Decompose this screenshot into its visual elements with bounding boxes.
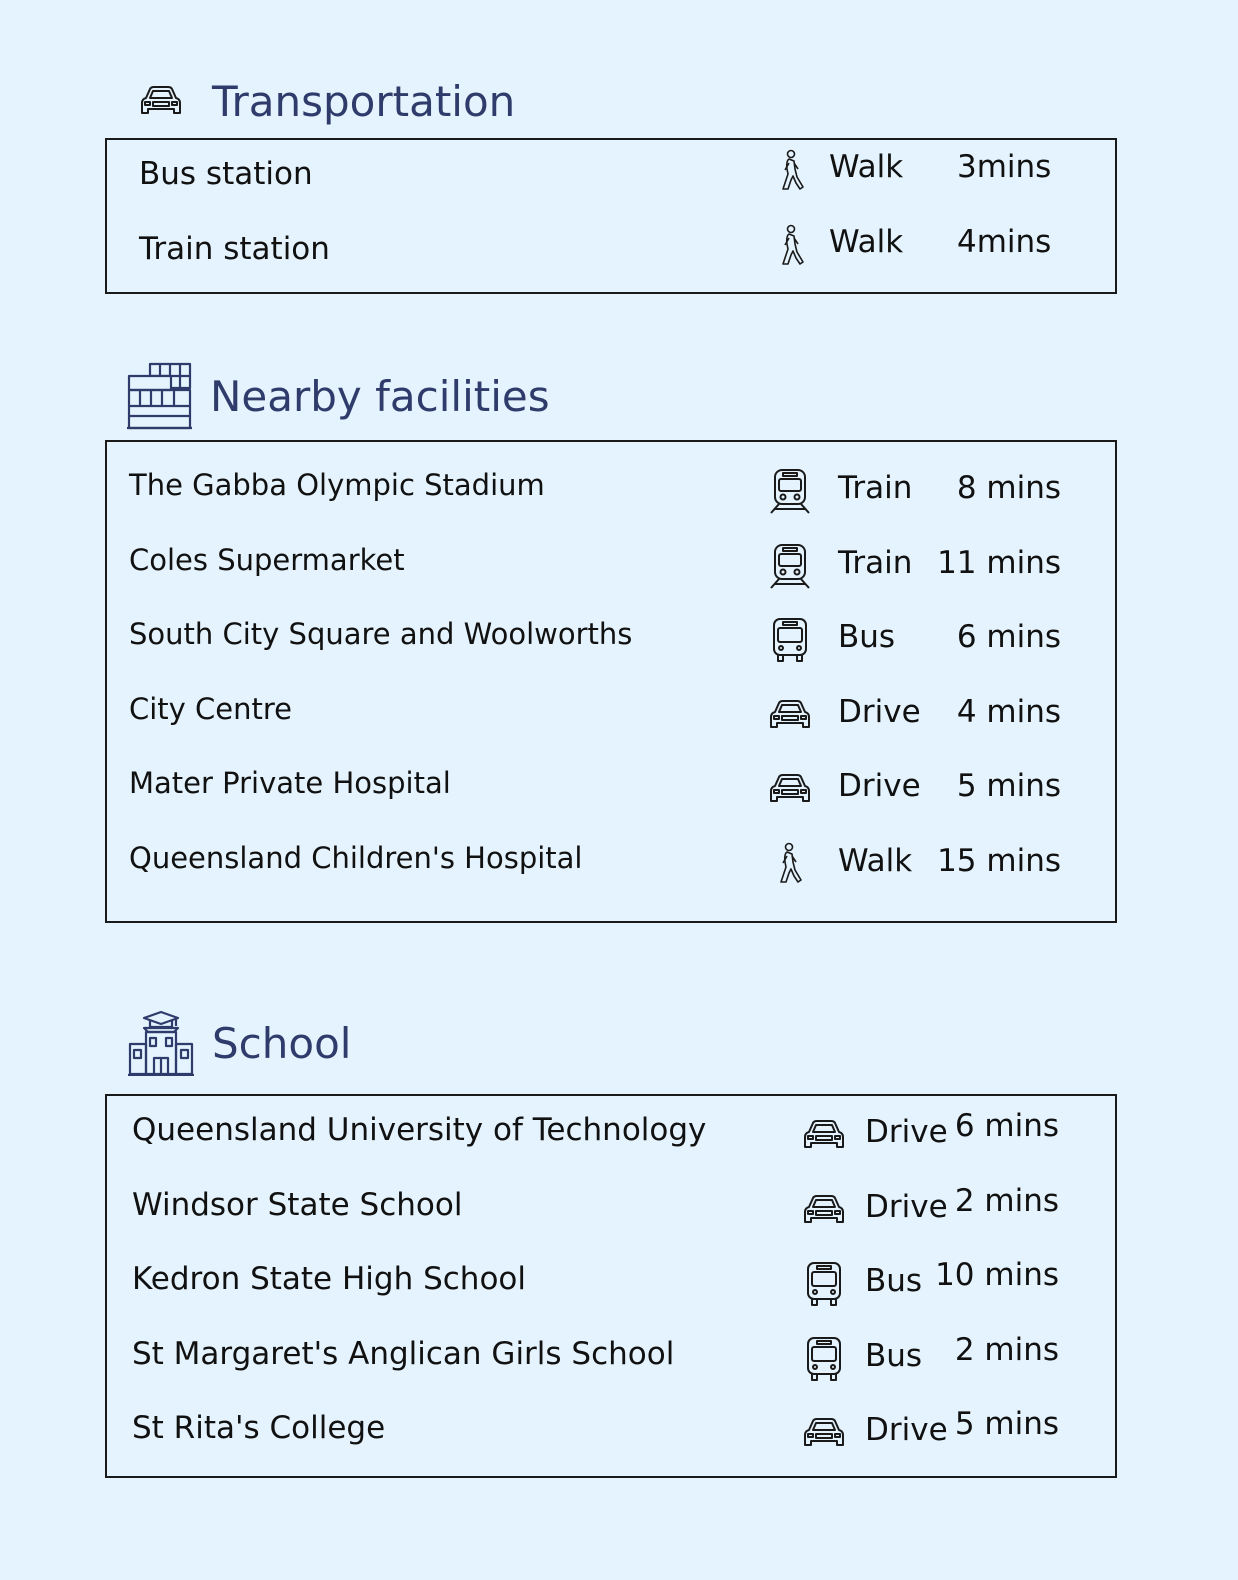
travel-mode: Bus	[865, 1337, 923, 1374]
travel-time: 15 mins	[937, 842, 1061, 879]
place-name: St Rita's College	[132, 1410, 386, 1446]
travel-mode: Walk	[838, 842, 913, 879]
table-row	[107, 692, 1115, 752]
car-icon	[799, 1110, 849, 1160]
schools-table	[105, 1094, 1117, 1478]
travel-time: 5 mins	[954, 1406, 1059, 1442]
bus-icon	[799, 1334, 849, 1384]
table-row	[107, 1331, 1115, 1396]
table-row	[107, 149, 1115, 214]
transportation-heading	[128, 70, 515, 132]
facilities-title: Nearby facilities	[210, 371, 550, 421]
table-row	[107, 1182, 1115, 1247]
travel-mode: Drive	[838, 693, 921, 730]
place-name: South City Square and Woolworths	[129, 617, 633, 651]
travel-mode: Drive	[865, 1412, 948, 1448]
train-icon	[765, 541, 815, 591]
place-name: Kedron State High School	[132, 1261, 526, 1297]
bus-icon	[799, 1259, 849, 1309]
mall-icon	[126, 365, 192, 427]
car-icon	[799, 1185, 849, 1235]
table-row	[107, 617, 1115, 677]
place-name: Queensland Children's Hospital	[129, 840, 583, 875]
table-row	[107, 543, 1115, 603]
travel-time: 10 mins	[935, 1257, 1059, 1293]
place-name: The Gabba Olympic Stadium	[129, 468, 545, 502]
travel-time: 2 mins	[954, 1331, 1059, 1368]
travel-mode: Bus	[838, 619, 896, 655]
place-name: Windsor State School	[132, 1186, 463, 1223]
car-icon	[128, 70, 194, 132]
place-name: St Margaret's Anglican Girls School	[132, 1335, 675, 1372]
place-name: Coles Supermarket	[129, 542, 405, 577]
travel-time: 11 mins	[937, 544, 1061, 581]
walk-icon	[765, 839, 815, 889]
travel-time: 2 mins	[954, 1182, 1059, 1219]
table-row	[107, 766, 1115, 826]
table-row	[107, 1108, 1115, 1172]
table-row	[107, 841, 1115, 901]
school-heading	[128, 1012, 351, 1074]
travel-mode: Drive	[865, 1114, 948, 1150]
travel-mode: Bus	[865, 1263, 923, 1299]
travel-mode: Drive	[865, 1188, 948, 1225]
travel-mode: Train	[838, 544, 913, 581]
travel-time: 6 mins	[956, 619, 1061, 655]
car-icon	[765, 690, 815, 740]
travel-time: 4 mins	[956, 693, 1061, 730]
walk-icon	[767, 146, 817, 196]
place-name: Mater Private Hospital	[129, 766, 451, 800]
travel-time: 6 mins	[954, 1108, 1059, 1144]
travel-mode: Walk	[829, 149, 904, 185]
place-name: Queensland University of Technology	[132, 1112, 707, 1148]
place-name: Bus station	[139, 156, 313, 192]
travel-mode: Walk	[829, 224, 904, 260]
place-name: City Centre	[129, 691, 293, 726]
travel-mode: Train	[838, 470, 913, 506]
car-icon	[765, 764, 815, 814]
facilities-heading	[126, 365, 550, 427]
transportation-title: Transportation	[212, 76, 516, 126]
car-icon	[799, 1408, 849, 1458]
table-row	[107, 224, 1115, 289]
travel-time: 8 mins	[956, 470, 1061, 506]
facilities-table	[105, 440, 1117, 923]
travel-mode: Drive	[838, 768, 921, 804]
train-icon	[765, 466, 815, 516]
place-name: Train station	[139, 231, 330, 267]
travel-time: 4mins	[957, 224, 1052, 260]
walk-icon	[767, 221, 817, 271]
school-icon	[128, 1012, 194, 1074]
bus-icon	[765, 615, 815, 665]
travel-time: 5 mins	[956, 768, 1061, 804]
school-title: School	[212, 1018, 352, 1068]
travel-time: 3mins	[957, 149, 1052, 185]
transportation-table	[105, 138, 1117, 294]
table-row	[107, 468, 1115, 528]
table-row	[107, 1406, 1115, 1470]
table-row	[107, 1257, 1115, 1321]
